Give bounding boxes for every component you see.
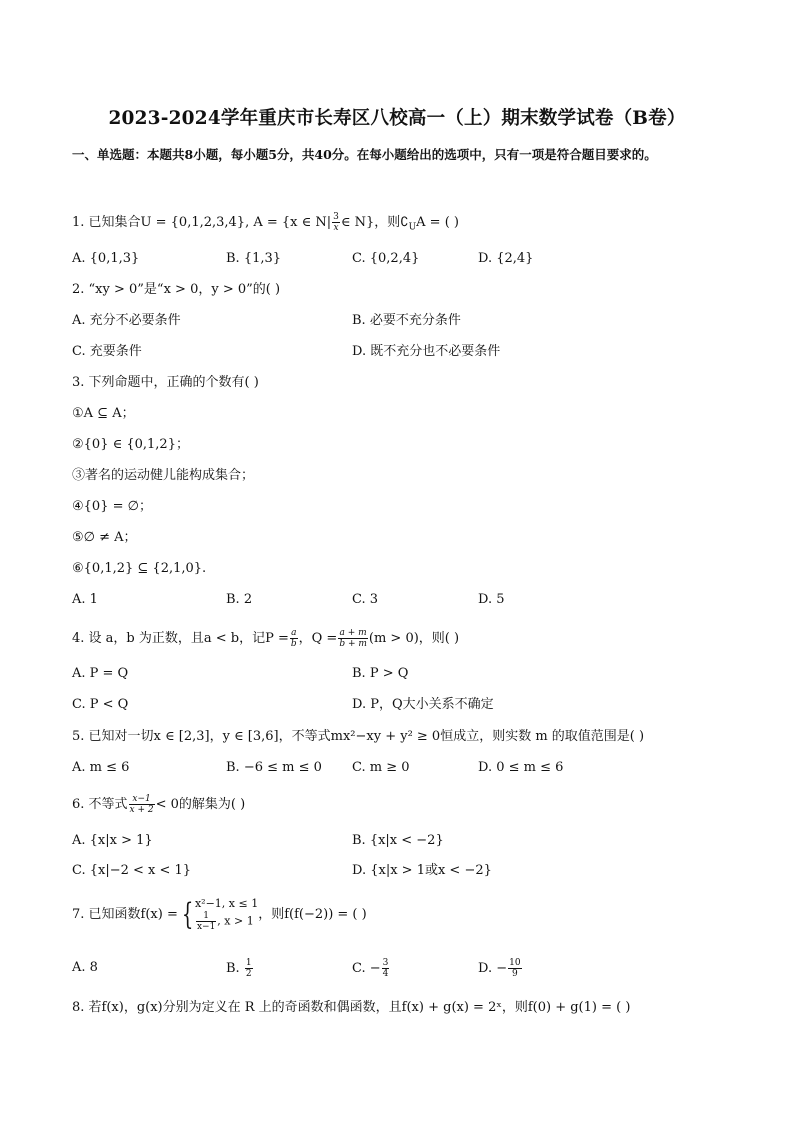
q7-option-b: B. $\frac{1}{2}$ <box>226 958 252 979</box>
q4-text-post: (m > 0)，则( ) <box>368 631 460 646</box>
q3-item-6: ⑥{0,1,2} ⊆ {2,1,0}. <box>72 561 207 576</box>
q1-text-end: A = ( ) <box>416 215 459 230</box>
q3-item-4: ④{0} = ∅； <box>72 499 152 514</box>
q2-option-b: B. 必要不充分条件 <box>352 313 461 328</box>
q3-item-3: ③著名的运动健儿能构成集合； <box>72 468 255 483</box>
question-8: 8. 若f(x)，g(x)分别为定义在 R 上的奇函数和偶函数，且f(x) + g(x) = 2ˣ，则f(0) + g(1) = ( ) <box>72 1000 631 1015</box>
q3-option-a: A. 1 <box>72 592 98 607</box>
q2-option-c: C. 充要条件 <box>72 344 142 359</box>
q6-text-post: < 0的解集为( ) <box>155 797 246 812</box>
question-4 <box>72 628 459 649</box>
q6-text-pre: 6. 不等式 <box>72 797 128 812</box>
q4-fraction-p: $\frac{a}{b}$ <box>290 628 297 649</box>
q7-text-pre: 7. 已知函数f(x) = <box>72 907 178 922</box>
q3-item-1: ①A ⊆ A； <box>72 406 135 421</box>
q7-option-a: A. 8 <box>72 960 98 975</box>
q3-option-c: C. 3 <box>352 592 379 607</box>
q7-piecewise <box>195 897 258 932</box>
q7-piece-2: $\frac{1}{x-1}$ , x > 1 <box>196 911 254 932</box>
q4-fraction-q: $\frac{a + m}{b + m}$ <box>339 628 367 649</box>
q5-option-b: B. −6 ≤ m ≤ 0 <box>226 760 322 775</box>
q4-text-pre: 4. 设 a，b 为正数，且a < b，记P = <box>72 631 289 646</box>
question-3: 3. 下列命题中，正确的个数有( ) <box>72 375 259 390</box>
q5-option-d: D. 0 ≤ m ≤ 6 <box>478 760 564 775</box>
question-5: 5. 已知对一切x ∈ [2,3]，y ∈ [3,6]，不等式mx²−xy + y² ≥ 0恒成立，则实数 m 的取值范围是( ) <box>72 729 645 744</box>
q2-option-d: D. 既不充分也不必要条件 <box>352 344 501 359</box>
q7-brace: { <box>181 896 194 932</box>
q6-option-d: D. {x|x > 1或x < −2} <box>352 863 492 878</box>
q1-subscript: U <box>408 222 417 233</box>
q6-fraction: $\frac{x-1}{x + 2}$ <box>129 794 154 815</box>
q1-option-c: C. {0,2,4} <box>352 251 420 266</box>
q4-option-b: B. P > Q <box>352 666 409 681</box>
q1-option-b: B. {1,3} <box>226 251 282 266</box>
q7-option-c: C. − $\frac{3}{4}$ <box>352 958 389 979</box>
question-7 <box>72 893 367 937</box>
q6-option-b: B. {x|x < −2} <box>352 833 444 848</box>
q5-option-c: C. m ≥ 0 <box>352 760 410 775</box>
q1-text-pre: 1. 已知集合U = {0,1,2,3,4}, A = {x ∈ N| <box>72 215 332 230</box>
q4-text-mid: ，Q = <box>298 631 338 646</box>
q1-fraction: $\frac{3}{x}$ <box>333 212 339 233</box>
q5-option-a: A. m ≤ 6 <box>72 760 130 775</box>
q1-option-a: A. {0,1,3} <box>72 251 140 266</box>
q7-piece-1: x²−1, x ≤ 1 <box>194 897 259 910</box>
q6-option-a: A. {x|x > 1} <box>72 833 153 848</box>
question-6 <box>72 794 245 815</box>
q3-option-d: D. 5 <box>478 592 505 607</box>
q1-text-post: ∈ N}，则∁ <box>340 215 409 230</box>
q7-text-post: ，则f(f(−2)) = ( ) <box>258 907 367 922</box>
q1-option-d: D. {2,4} <box>478 251 534 266</box>
q4-option-a: A. P = Q <box>72 666 129 681</box>
q2-option-a: A. 充分不必要条件 <box>72 313 181 328</box>
section-heading: 一、单选题：本题共8小题，每小题5分，共40分。在每小题给出的选项中，只有一项是符合题目要求的。 <box>72 147 657 162</box>
q3-item-5: ⑤∅ ≠ A； <box>72 530 137 545</box>
question-2: 2. “xy > 0”是“x > 0，y > 0”的( ) <box>72 282 281 297</box>
q3-option-b: B. 2 <box>226 592 253 607</box>
question-1 <box>72 212 459 238</box>
q4-option-c: C. P < Q <box>72 697 129 712</box>
exam-title: 2023-2024学年重庆市长寿区八校高一（上）期末数学试卷（B卷） <box>108 108 686 129</box>
q3-item-2: ②{0} ∈ {0,1,2}； <box>72 437 189 452</box>
q4-option-d: D. P，Q大小关系不确定 <box>352 697 494 712</box>
q6-option-c: C. {x|−2 < x < 1} <box>72 863 192 878</box>
q7-option-d: D. − $\frac{10}{9}$ <box>478 958 521 979</box>
